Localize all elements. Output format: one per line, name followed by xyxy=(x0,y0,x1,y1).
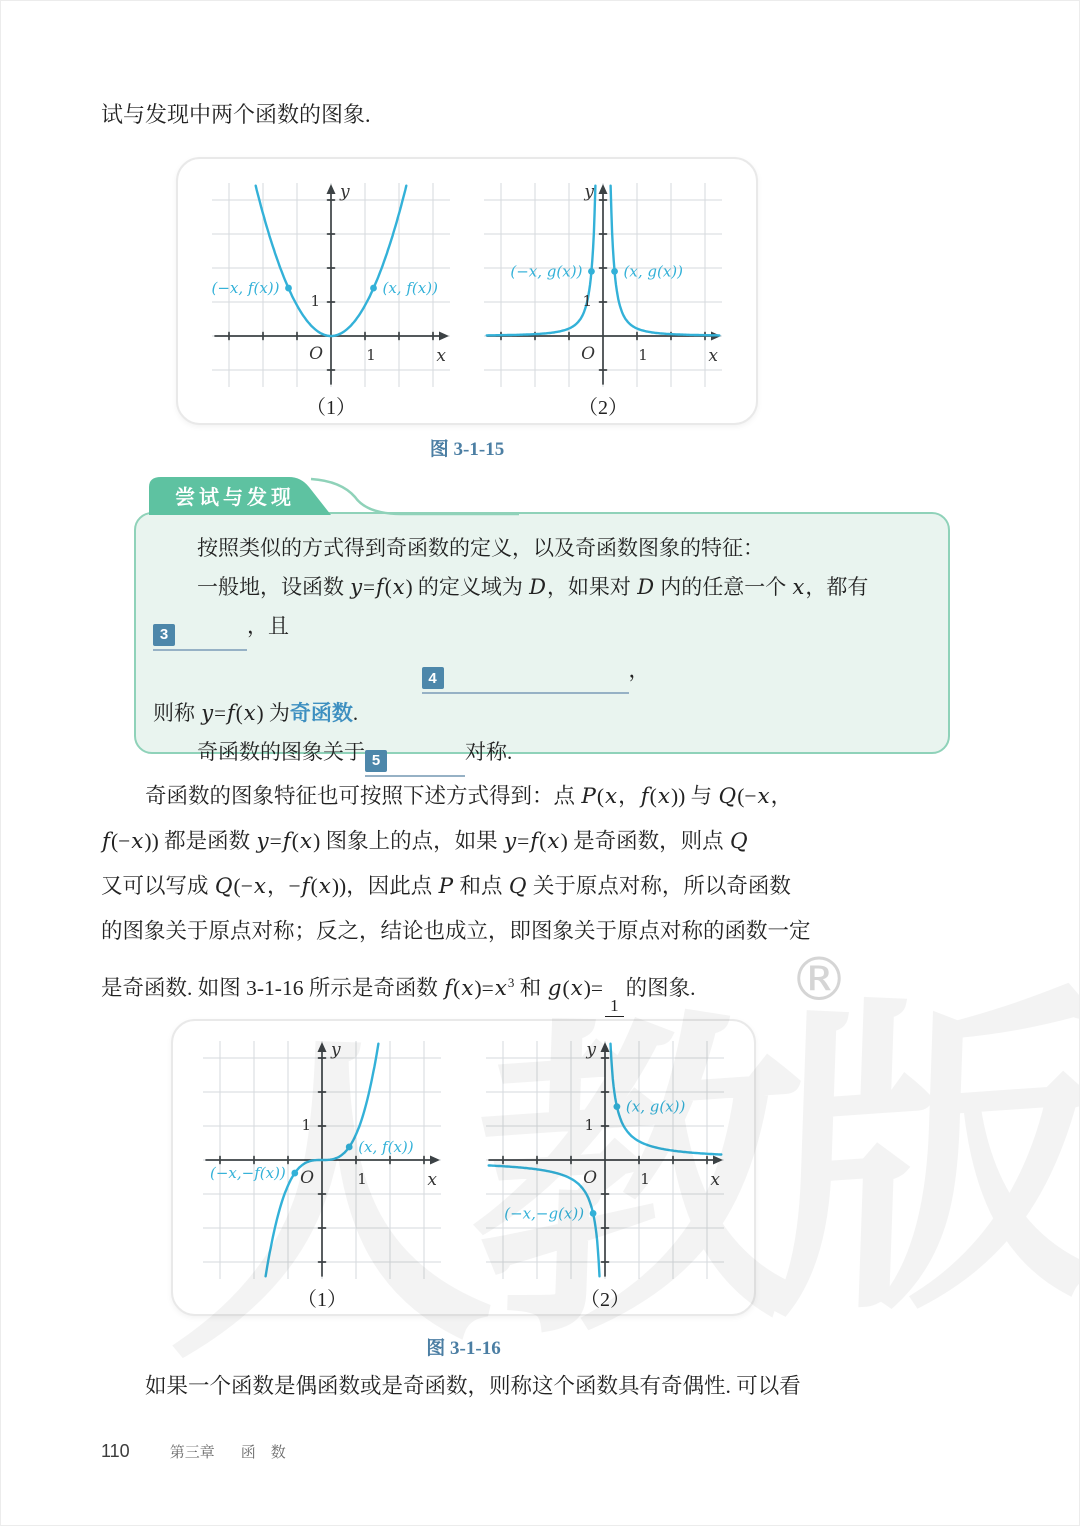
trybox-blank-row xyxy=(153,607,918,651)
figure-panel xyxy=(212,183,450,423)
trybox-line: 一般地，设函数 y=f(x) 的定义域为 D，如果对 D 内的任意一个 x，都有 xyxy=(197,575,869,599)
chapter-label: 第三章 xyxy=(169,1445,215,1461)
svg-text:(−x, f(x)): (−x, f(x)) xyxy=(211,279,280,298)
paragraph-line: 的图象关于原点对称；反之，结论也成立，即图象关于原点对称的函数一定 xyxy=(101,919,811,943)
blank-badge-4: 4 xyxy=(422,667,444,689)
closing-text: 如果一个函数是偶函数或是奇函数，则称这个函数具有奇偶性. 可以看 xyxy=(145,1374,801,1398)
svg-text:1: 1 xyxy=(310,292,320,310)
paragraph-line: 又可以写成 Q(−x，−f(x))，因此点 P 和点 Q 关于原点对称，所以奇函数 xyxy=(101,874,791,899)
figure-3-1-16 xyxy=(171,1019,756,1316)
graph-even-parabola xyxy=(212,183,450,387)
panel-tag: （2） xyxy=(578,397,628,419)
registered-trademark-icon: ® xyxy=(789,945,849,1015)
trybox-blank-row xyxy=(153,651,918,695)
svg-text:y: y xyxy=(331,1040,341,1060)
paragraph-line: f(−x)) 都是函数 y=f(x) 图象上的点，如果 y=f(x) 是奇函数，则点 Q xyxy=(102,829,748,854)
tab-title: 尝试与发现 xyxy=(175,487,295,509)
svg-text:x: x xyxy=(710,1170,720,1190)
blank-underline xyxy=(444,687,629,689)
svg-text:O: O xyxy=(583,1168,597,1188)
graph-even-inverse-square xyxy=(484,183,722,387)
svg-text:y: y xyxy=(340,182,350,202)
svg-text:y: y xyxy=(584,182,594,202)
panel-tag: （1） xyxy=(306,397,356,419)
page-number: 110 xyxy=(101,1441,130,1461)
trybox-line: 则称 y=f(x) 为奇函数. xyxy=(153,701,359,725)
paragraph-line: 是奇函数. 如图 3-1-16 所示是奇函数 $f(x)=x^3$ 和 g(x)= 1 的图象. xyxy=(101,975,696,1016)
blank-badge-5: 5 xyxy=(365,750,387,772)
svg-text:1: 1 xyxy=(301,1116,311,1134)
figure-3-1-15 xyxy=(176,157,758,425)
figure-caption: 图 3-1-15 xyxy=(429,439,505,460)
figure-caption: 图 3-1-16 xyxy=(426,1338,501,1359)
trybox-blank-row xyxy=(153,733,918,777)
svg-text:(−x,−g(x)): (−x,−g(x)) xyxy=(504,1204,585,1223)
paragraph-line: 奇函数的图象特征也可按照下述方式得到：点 P(x，f(x)) 与 Q(−x， xyxy=(145,784,793,809)
svg-text:O: O xyxy=(309,344,323,364)
body-paragraph xyxy=(101,774,985,1037)
figure-panel xyxy=(484,183,722,423)
svg-text:O: O xyxy=(581,344,595,364)
fill-blank-3 xyxy=(153,624,247,651)
svg-text:1: 1 xyxy=(357,1170,367,1188)
fill-blank-5 xyxy=(365,750,465,777)
trybox-text: 奇函数的图象关于 xyxy=(197,740,365,764)
svg-text:1: 1 xyxy=(582,292,592,310)
blank-underline xyxy=(387,770,465,772)
try-and-discover-box xyxy=(134,512,950,769)
svg-text:(−x,−f(x)): (−x,−f(x)) xyxy=(210,1164,286,1183)
svg-text:(x, g(x)): (x, g(x)) xyxy=(623,262,684,281)
graph-odd-inverse xyxy=(486,1041,724,1279)
figure-panel xyxy=(486,1041,724,1314)
subject-label: 函 数 xyxy=(240,1445,286,1461)
svg-text:x: x xyxy=(708,346,718,366)
intro-text: 试与发现中两个函数的图象. xyxy=(101,102,371,127)
svg-text:y: y xyxy=(586,1040,596,1060)
svg-text:x: x xyxy=(427,1170,437,1190)
svg-text:1: 1 xyxy=(638,346,648,364)
page-footer xyxy=(101,1441,286,1462)
svg-text:1: 1 xyxy=(366,346,376,364)
panel-tag: （2） xyxy=(580,1289,630,1311)
svg-text:(x, g(x)): (x, g(x)) xyxy=(625,1097,686,1116)
blank-badge-3: 3 xyxy=(153,624,175,646)
svg-text:(x, f(x)): (x, f(x)) xyxy=(382,279,438,298)
trybox-text: ，且 xyxy=(247,614,289,638)
svg-text:x: x xyxy=(436,346,446,366)
figure-panel xyxy=(203,1041,441,1314)
panel-tag: （1） xyxy=(297,1289,347,1311)
try-and-discover-tab xyxy=(139,473,569,517)
svg-text:(x, f(x)): (x, f(x)) xyxy=(358,1137,414,1156)
svg-text:1: 1 xyxy=(584,1116,594,1134)
svg-text:(−x, g(x)): (−x, g(x)) xyxy=(510,262,583,281)
graph-odd-cubic xyxy=(203,1041,441,1279)
svg-text:1: 1 xyxy=(640,1170,650,1188)
blank-underline xyxy=(175,644,247,646)
trybox-text: 对称. xyxy=(465,740,513,764)
svg-text:O: O xyxy=(300,1168,314,1188)
fill-blank-4 xyxy=(422,667,629,694)
trybox-text: ， xyxy=(628,657,650,682)
trybox-line: 按照类似的方式得到奇函数的定义，以及奇函数图象的特征： xyxy=(197,536,764,560)
